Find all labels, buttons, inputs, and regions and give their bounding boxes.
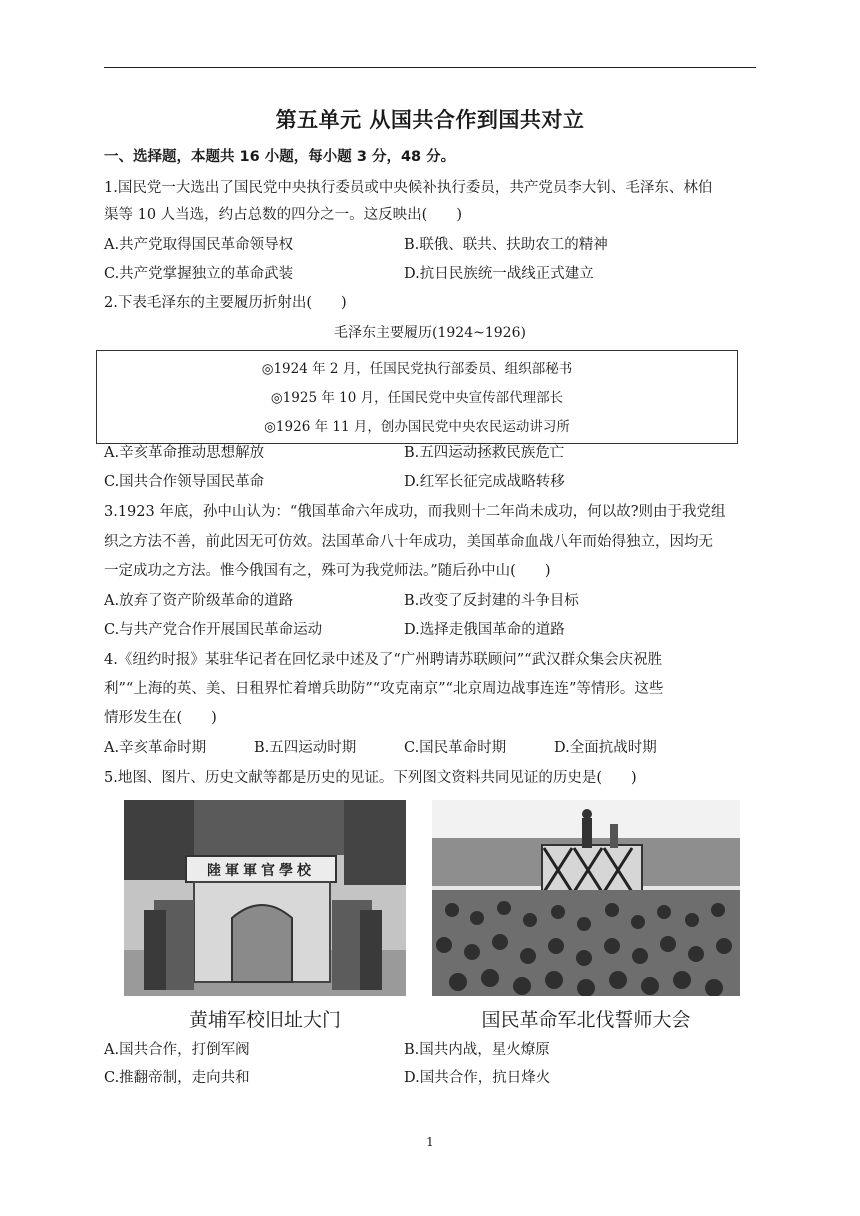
q5-stem: 5.地图、图片、历史文献等都是历史的见证。下列图文资料共同见证的历史是( ): [104, 770, 637, 786]
q2-table-row: ◎1926 年 11 月，创办国民党中央农民运动讲习所: [264, 419, 570, 435]
q2-table-caption: 毛泽东主要履历(1924~1926): [334, 325, 526, 341]
q5-option-a[interactable]: A.国共合作，打倒军阀: [104, 1042, 250, 1058]
q1-option-b[interactable]: B.联俄、联共、扶助农工的精神: [404, 237, 608, 253]
whampoa-gate-photo: [124, 800, 406, 996]
rally-image: [432, 800, 740, 996]
q5-option-b[interactable]: B.国共内战，星火燎原: [404, 1042, 550, 1058]
q1-option-d[interactable]: D.抗日民族统一战线正式建立: [404, 266, 594, 282]
q4-stem-line3: 情形发生在( ): [104, 710, 217, 726]
q2-option-d[interactable]: D.红军长征完成战略转移: [404, 474, 565, 490]
q3-stem-line2: 织之方法不善，前此因无可仿效。法国革命八十年成功，美国革命血战八年而始得独立，因均无: [104, 534, 713, 550]
q4-option-c[interactable]: C.国民革命时期: [404, 740, 507, 756]
q2-table-row: ◎1925 年 10 月，任国民党中央宣传部代理部长: [270, 390, 564, 406]
q2-option-c[interactable]: C.国共合作领导国民革命: [104, 474, 265, 490]
section-heading: 一、选择题，本题共 16 小题，每小题 3 分，48 分。: [104, 149, 456, 165]
photo2-caption: 国民革命军北伐誓师大会: [481, 1009, 691, 1031]
q1-option-a[interactable]: A.共产党取得国民革命领导权: [104, 237, 294, 253]
q1-stem-line1: 1.国民党一大选出了国民党中央执行委员或中央候补执行委员，共产党员李大钊、毛泽东、林伯: [104, 180, 713, 196]
q2-table: [96, 350, 738, 444]
q3-option-d[interactable]: D.选择走俄国革命的道路: [404, 622, 565, 638]
page-number: 1: [426, 1135, 434, 1149]
photo1-caption: 黄埔军校旧址大门: [188, 1009, 341, 1031]
q1-stem-line2: 渠等 10 人当选，约占总数的四分之一。这反映出( ): [104, 207, 462, 223]
q2-table-row: ◎1924 年 2 月，任国民党执行部委员、组织部秘书: [261, 361, 573, 377]
q2-option-a[interactable]: A.辛亥革命推动思想解放: [104, 445, 265, 461]
header-rule: [104, 67, 756, 68]
page-title: 第五单元 从国共合作到国共对立: [275, 108, 585, 132]
q1-option-c[interactable]: C.共产党掌握独立的革命武装: [104, 266, 294, 282]
q3-stem-line3: 一定成功之方法。惟今俄国有之，殊可为我党师法。”随后孙中山( ): [104, 563, 551, 579]
q3-option-a[interactable]: A.放弃了资产阶级革命的道路: [104, 593, 294, 609]
q4-option-a[interactable]: A.辛亥革命时期: [104, 740, 207, 756]
q4-stem-line2: 利”“上海的英、美、日租界忙着增兵助防”“攻克南京”“北京周边战事连连”等情形。这些: [104, 681, 664, 697]
northern-expedition-photo: [432, 800, 740, 996]
q2-option-b[interactable]: B.五四运动拯救民族危亡: [404, 445, 565, 461]
whampoa-gate-sign: 陸軍軍官學校: [207, 863, 315, 879]
whampoa-gate-image: [124, 800, 406, 996]
q4-option-d[interactable]: D.全面抗战时期: [554, 740, 657, 756]
q5-option-c[interactable]: C.推翻帝制，走向共和: [104, 1070, 250, 1086]
q3-option-b[interactable]: B.改变了反封建的斗争目标: [404, 593, 579, 609]
q4-stem-line1: 4.《纽约时报》某驻华记者在回忆录中述及了“广州聘请苏联顾问”“武汉群众集会庆祝胜: [104, 652, 663, 668]
q5-option-d[interactable]: D.国共合作，抗日烽火: [404, 1070, 551, 1086]
q4-option-b[interactable]: B.五四运动时期: [254, 740, 357, 756]
q3-option-c[interactable]: C.与共产党合作开展国民革命运动: [104, 622, 323, 638]
q3-stem-line1: 3.1923 年底，孙中山认为：“俄国革命六年成功，而我则十二年尚未成功，何以故?则由于我党组: [104, 504, 726, 520]
q2-stem: 2.下表毛泽东的主要履历折射出( ): [104, 295, 347, 311]
